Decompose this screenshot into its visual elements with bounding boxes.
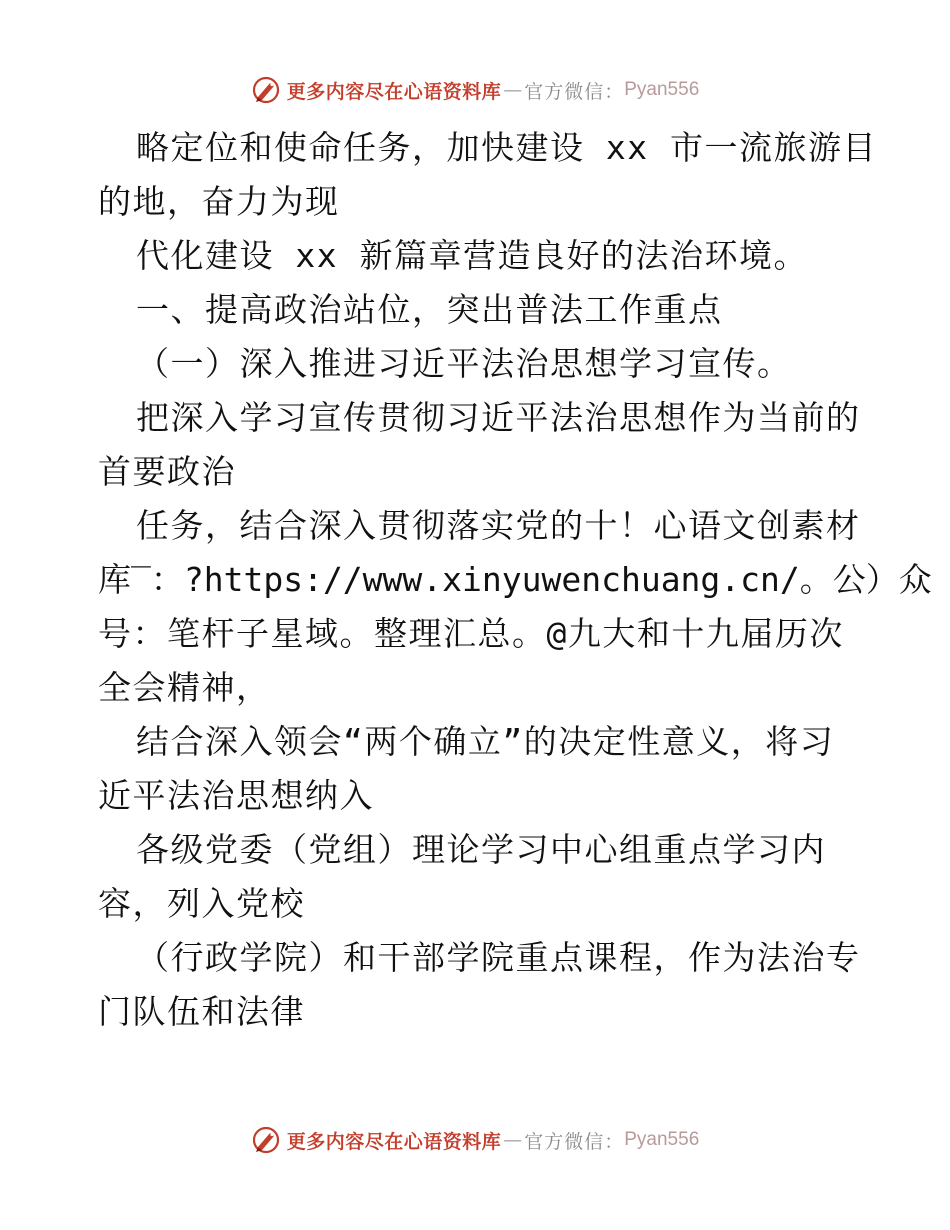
footer-watermark-banner (0, 1120, 950, 1160)
subsection-heading: （一）深入推进习近平法治思想学习宣传。 (136, 344, 792, 383)
body-line: 把深入学习宣传贯彻习近平法治思想作为当前的 (136, 398, 861, 437)
body-line: 的地，奋力为现 (98, 182, 340, 221)
banner-main-text: 更多内容尽在心语资料库 (286, 80, 502, 103)
body-line: 首要政治 (98, 452, 236, 491)
section-heading: 一、提高政治站位，突出普法工作重点 (136, 290, 723, 329)
body-line: 代化建设 xx 新篇章营造良好的法治环境。 (136, 236, 808, 275)
body-line: 全会精神， (98, 668, 271, 707)
header-watermark-banner (0, 70, 950, 110)
body-line: 结合深入领会“两个确立”的决定性意义，将习 (136, 722, 835, 761)
body-line: 任务，结合深入贯彻落实党的十！心语文创素材 (136, 506, 861, 545)
body-line: 门队伍和法律 (98, 992, 305, 1031)
banner-wechat-handle: Pyan556 (624, 79, 700, 100)
body-line: 略定位和使命任务，加快建设 xx 市一流旅游目 (136, 128, 877, 167)
body-line: 号：笔杆子星域。整理汇总。@九大和十九届历次 (98, 614, 844, 653)
banner-official-label: 官方微信： (524, 80, 625, 103)
pen-logo-icon (251, 1125, 281, 1155)
banner-dash: — (503, 1129, 523, 1151)
document-body (98, 121, 932, 1039)
body-line: 库‾：?https://www.xinyuwenchuang.cn/。公）众 (98, 560, 932, 599)
banner-main-text: 更多内容尽在心语资料库 (286, 1130, 502, 1153)
body-line: 容，列入党校 (98, 884, 305, 923)
banner-wechat-handle: Pyan556 (624, 1129, 700, 1150)
pen-logo-icon (251, 75, 281, 105)
banner-dash: — (503, 79, 523, 101)
banner-official-label: 官方微信： (524, 1130, 625, 1153)
body-line: （行政学院）和干部学院重点课程，作为法治专 (136, 938, 861, 977)
body-line: 近平法治思想纳入 (98, 776, 374, 815)
body-line: 各级党委（党组）理论学习中心组重点学习内 (136, 830, 826, 869)
